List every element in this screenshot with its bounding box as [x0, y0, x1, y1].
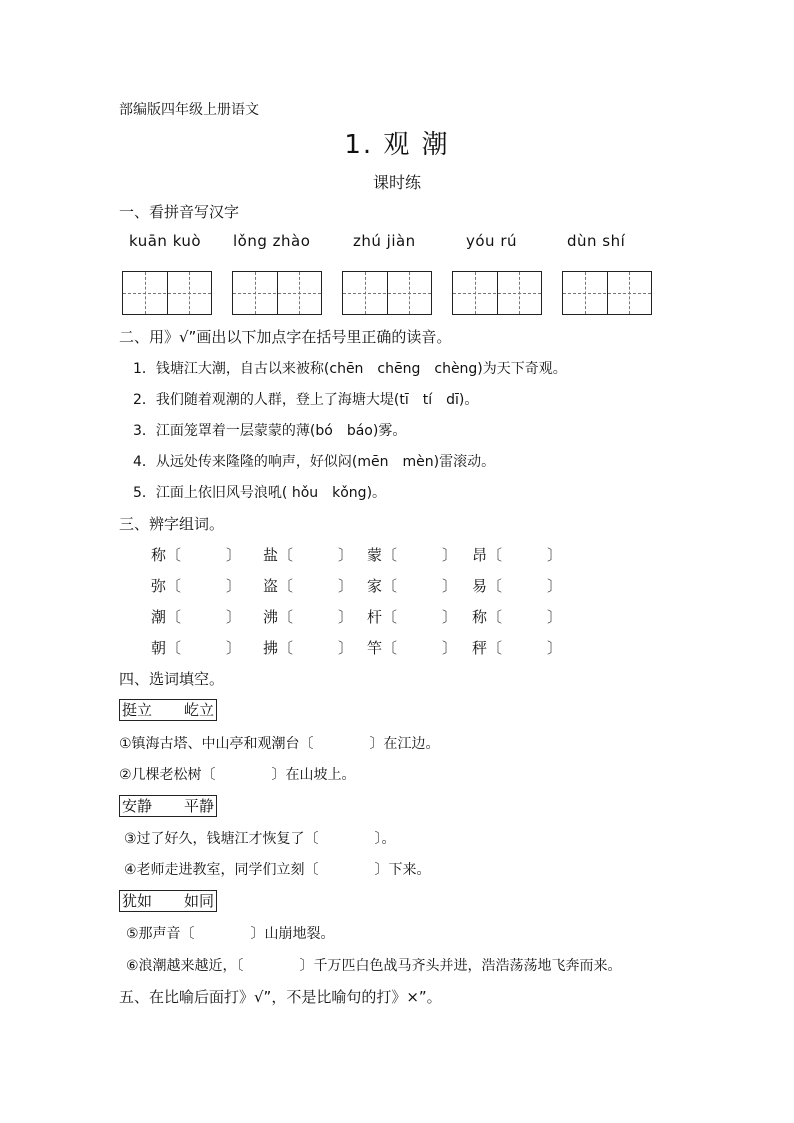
word-group-cell[interactable]: 易〔 〕: [472, 577, 563, 595]
grade-label: 部编版四年级上册语文: [119, 102, 259, 118]
fill-blank-3: ③过了好久，钱塘江才恢复了〔 〕。: [124, 831, 396, 847]
writing-grid-2[interactable]: [232, 271, 322, 315]
pronunciation-item-5: 5．江面上依旧风号浪吼( hǒu kǒng)。: [133, 485, 387, 501]
writing-grid-3[interactable]: [342, 271, 432, 315]
fill-blank-1: ①镇海古塔、中山亭和观潮台〔 〕在江边。: [119, 736, 440, 752]
writing-grid-5[interactable]: [562, 271, 652, 315]
word-group-cell[interactable]: 秤〔 〕: [472, 639, 563, 657]
word-group-cell[interactable]: 杆〔 〕: [367, 608, 458, 626]
word-group-cell[interactable]: 盐〔 〕: [263, 546, 354, 564]
pronunciation-item-1: 1．钱塘江大潮，自古以来被称(chēn chēng chèng)为天下奇观。: [133, 361, 567, 377]
word-choice: 如同: [184, 892, 215, 910]
pinyin-3: zhú jiàn: [353, 232, 416, 250]
pronunciation-item-2: 2．我们随着观潮的人群，登上了海塘大堤(tī tí dī)。: [133, 392, 479, 408]
pinyin-1: kuān kuò: [129, 232, 202, 250]
word-choice-box-1: [119, 699, 217, 721]
fill-blank-4: ④老师走进教室，同学们立刻〔 〕下来。: [124, 862, 431, 878]
word-group-cell[interactable]: 沸〔 〕: [263, 608, 354, 626]
word-group-cell[interactable]: 家〔 〕: [367, 577, 458, 595]
word-choice: 挺立: [122, 701, 153, 719]
section-2-heading: 二、用》√”画出以下加点字在括号里正确的读音。: [119, 328, 452, 346]
word-group-cell[interactable]: 拂〔 〕: [263, 639, 354, 657]
section-1-heading: 一、看拼音写汉字: [119, 203, 240, 221]
fill-blank-2: ②几棵老松树〔 〕在山坡上。: [119, 767, 356, 783]
word-group-cell[interactable]: 称〔 〕: [151, 546, 242, 564]
section-5-heading: 五、在比喻后面打》√”，不是比喻句的打》×”。: [119, 988, 442, 1006]
pronunciation-item-3: 3．江面笼罩着一层蒙蒙的薄(bó báo)雾。: [133, 423, 407, 439]
word-group-cell[interactable]: 竿〔 〕: [367, 639, 458, 657]
fill-blank-5: ⑤那声音〔 〕山崩地裂。: [126, 926, 335, 942]
lesson-subtitle: 课时练: [372, 173, 421, 192]
word-group-cell[interactable]: 昂〔 〕: [472, 546, 563, 564]
writing-grid-4[interactable]: [452, 271, 542, 315]
word-group-cell[interactable]: 潮〔 〕: [151, 608, 242, 626]
word-choice: 屹立: [184, 701, 215, 719]
pinyin-4: yóu rú: [466, 232, 518, 250]
word-choice-box-2: [119, 795, 217, 817]
word-group-cell[interactable]: 朝〔 〕: [151, 639, 242, 657]
fill-blank-6: ⑥浪潮越来越近，〔 〕千万匹白色战马齐头并进，浩浩荡荡地飞奔而来。: [126, 958, 622, 974]
word-choice: 犹如: [122, 892, 153, 910]
word-choice: 安静: [122, 797, 153, 815]
section-4-heading: 四、选词填空。: [119, 670, 225, 688]
pronunciation-item-4: 4．从远处传来隆隆的响声，好似闷(mēn mèn)雷滚动。: [133, 454, 496, 470]
word-choice-box-3: [119, 890, 217, 912]
lesson-title: 1. 观 潮: [344, 130, 450, 160]
word-group-cell[interactable]: 称〔 〕: [472, 608, 563, 626]
word-choice: 平静: [184, 797, 215, 815]
word-group-cell[interactable]: 弥〔 〕: [151, 577, 242, 595]
pinyin-2: lǒng zhào: [233, 232, 311, 250]
pinyin-5: dùn shí: [567, 232, 626, 250]
section-3-heading: 三、辨字组词。: [119, 515, 225, 533]
word-group-cell[interactable]: 蒙〔 〕: [367, 546, 458, 564]
word-group-cell[interactable]: 盗〔 〕: [263, 577, 354, 595]
writing-grid-1[interactable]: [122, 271, 212, 315]
